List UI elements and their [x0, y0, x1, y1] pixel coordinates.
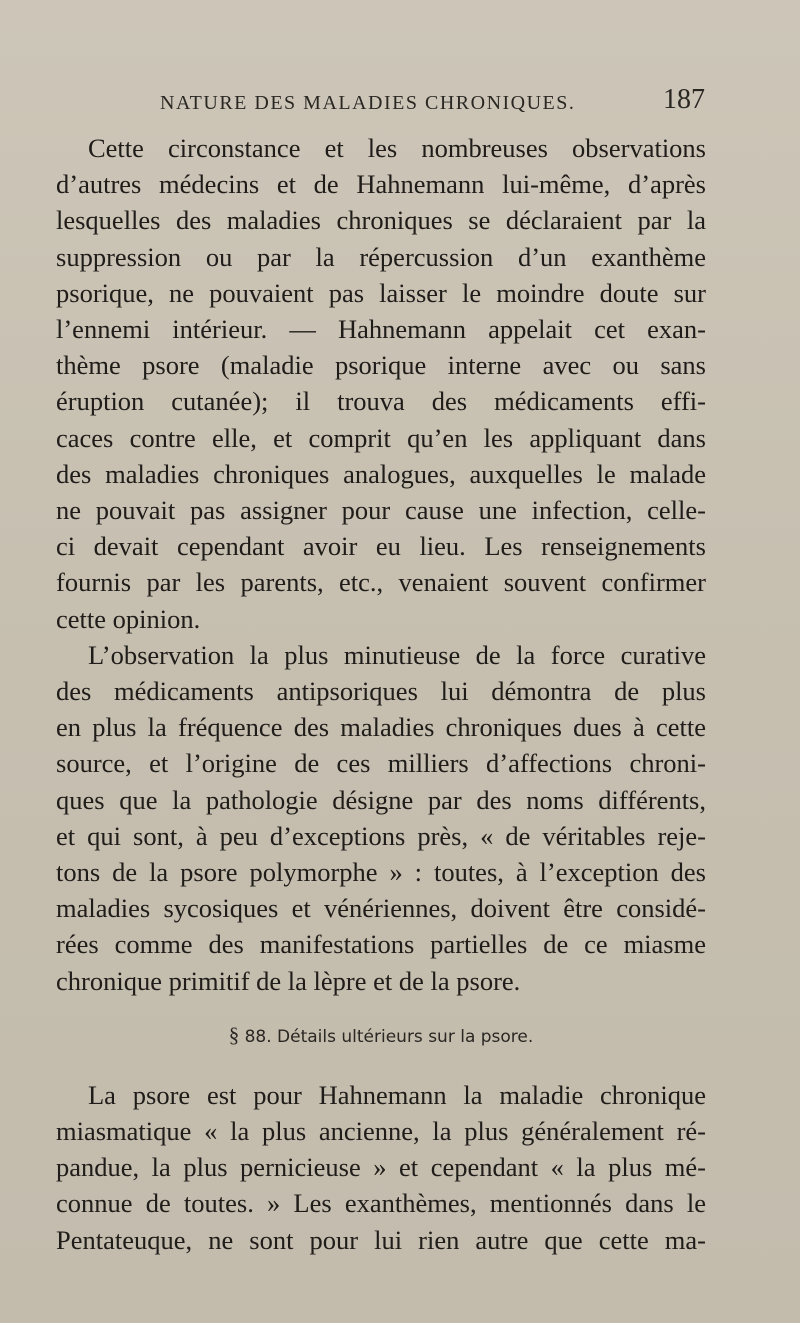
text-line: chronique primitif de la lèpre et de la psore. [56, 965, 521, 996]
text-line: pandue, la plus pernicieuse » et cependant « la plus mé- [56, 1152, 706, 1183]
text-line: fournis par les parents, etc., venaient souvent confirmer [56, 567, 706, 598]
text-line: ne pouvait pas assigner pour cause une infection, celle- [56, 495, 706, 526]
page-number: 187 [663, 84, 705, 115]
section-heading [56, 1022, 706, 1047]
text-line: L’observation la plus minutieuse de la force curative [88, 639, 706, 670]
text-line: tons de la psore polymorphe » : toutes, à l’exception des [56, 857, 706, 888]
paragraph-3 [56, 1077, 706, 1258]
section-symbol: § [228, 1022, 240, 1047]
text-line: thème psore (maladie psorique interne avec ou sans [56, 350, 706, 381]
text-line: cette opinion. [56, 603, 201, 634]
text-line: connue de toutes. » Les exanthèmes, mentionnés dans le [56, 1188, 706, 1219]
text-line: rées comme des manifestations partielles de ce miasme [56, 929, 706, 960]
text-line: Cette circonstance et les nombreuses observations [88, 133, 706, 163]
text-line: des médicaments antipsoriques lui démontra de plus [56, 676, 706, 707]
text-line: des maladies chroniques analogues, auxquelles le malade [56, 458, 706, 489]
section-title: 88. Détails ultérieurs sur la psore. [244, 1026, 534, 1047]
running-head [160, 80, 705, 120]
text-line: source, et l’origine de ces milliers d’affections chroni- [56, 748, 706, 779]
text-line: en plus la fréquence des maladies chroniques dues à cette [56, 712, 706, 743]
text-line: et qui sont, à peu d’exceptions près, « de véritables reje- [56, 820, 706, 851]
paragraph-2 [56, 637, 706, 999]
text-line: maladies sycosiques et vénériennes, doivent être considé- [56, 893, 706, 924]
paragraph-1 [56, 130, 706, 637]
text-line: psorique, ne pouvaient pas laisser le moindre doute sur [56, 277, 706, 308]
text-line: l’ennemi intérieur. — Hahnemann appelait cet exan- [56, 314, 706, 345]
running-title: NATURE DES MALADIES CHRONIQUES. [160, 92, 576, 114]
text-line: Pentateuque, ne sont pour lui rien autre que cette ma- [56, 1224, 706, 1255]
text-line: ci devait cependant avoir eu lieu. Les renseignements [56, 531, 706, 562]
text-line: lesquelles des maladies chroniques se déclaraient par la [56, 205, 706, 236]
text-line: d’autres médecins et de Hahnemann lui-même, d’après [56, 169, 706, 200]
text-line: éruption cutanée); il trouva des médicaments effi- [56, 386, 706, 417]
body-text [56, 130, 706, 1258]
text-line: ques que la pathologie désigne par des noms différents, [56, 784, 706, 815]
text-line: caces contre elle, et comprit qu’en les appliquant dans [56, 422, 706, 453]
text-line: suppression ou par la répercussion d’un exanthème [56, 241, 706, 272]
text-line: miasmatique « la plus ancienne, la plus généralement ré- [56, 1116, 706, 1147]
text-line: La psore est pour Hahnemann la maladie chronique [88, 1079, 706, 1110]
